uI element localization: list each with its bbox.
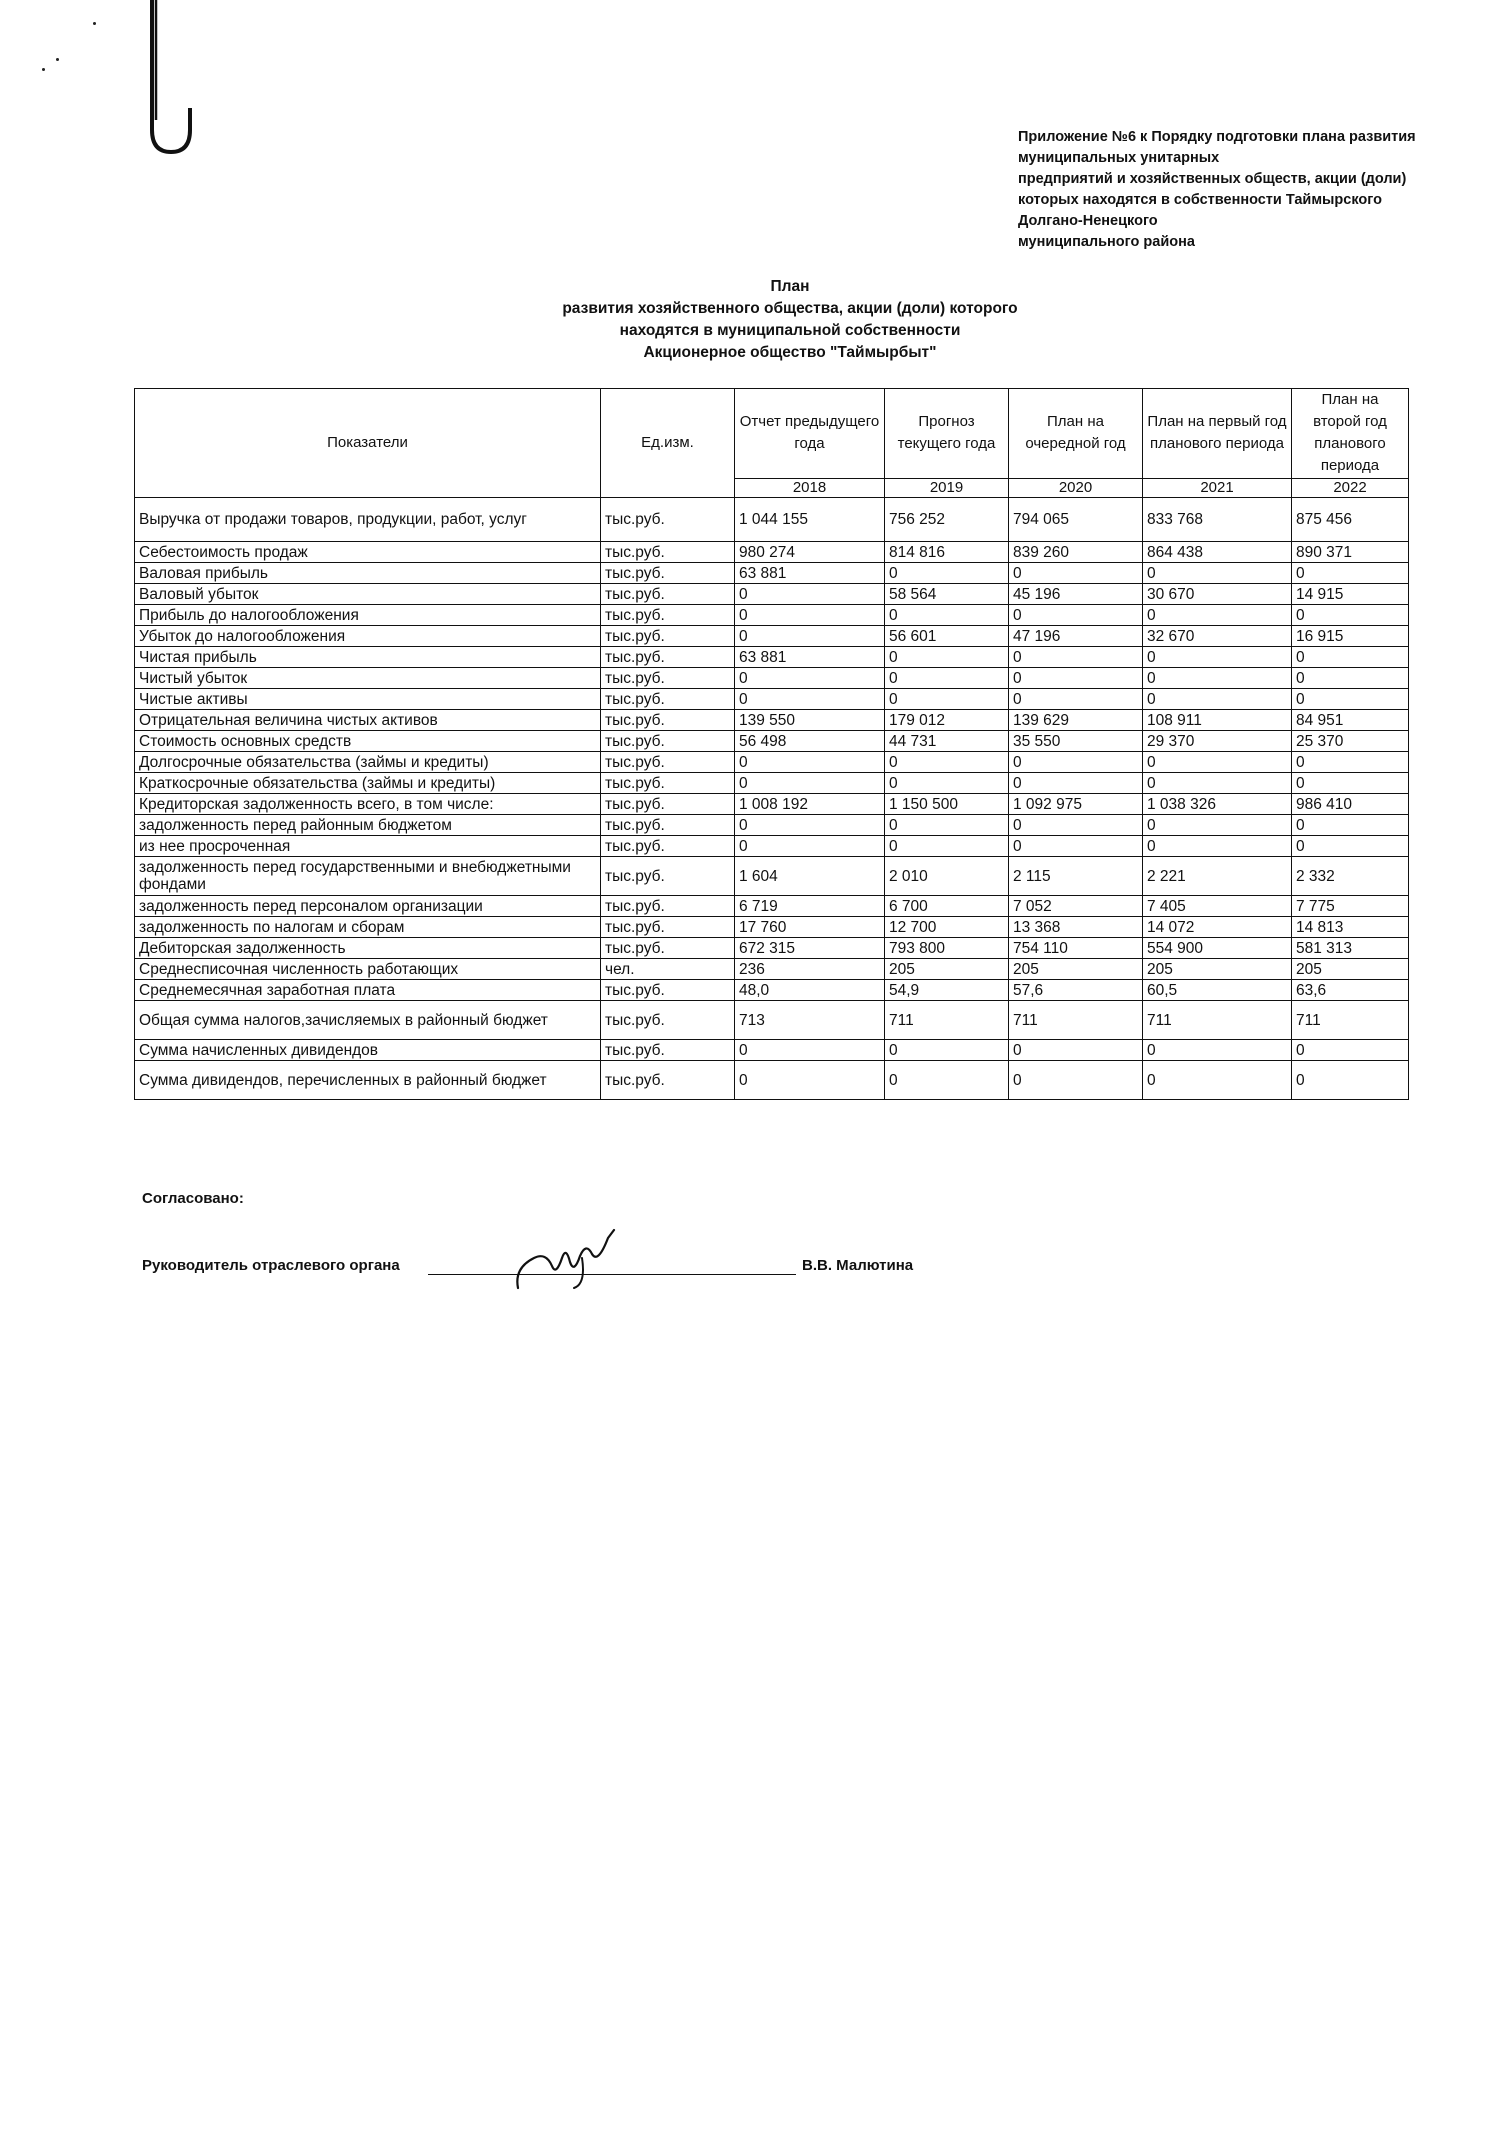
indicator-cell: Дебиторская задолженность [135, 938, 601, 959]
value-cell: 16 915 [1292, 626, 1409, 647]
unit-cell: тыс.руб. [601, 1061, 735, 1100]
value-cell: 63 881 [735, 563, 885, 584]
indicator-cell: Валовый убыток [135, 584, 601, 605]
value-cell: 0 [1143, 605, 1292, 626]
value-cell: 25 370 [1292, 731, 1409, 752]
table-row [135, 815, 1409, 836]
table-row [135, 689, 1409, 710]
unit-cell: тыс.руб. [601, 980, 735, 1001]
value-cell: 980 274 [735, 542, 885, 563]
value-cell: 0 [735, 689, 885, 710]
value-cell: 0 [1292, 668, 1409, 689]
value-cell: 0 [1143, 647, 1292, 668]
table-row [135, 980, 1409, 1001]
table-row [135, 794, 1409, 815]
handwritten-signature [512, 1228, 632, 1300]
value-cell: 711 [1143, 1001, 1292, 1040]
value-cell: 0 [885, 815, 1009, 836]
value-cell: 0 [1009, 836, 1143, 857]
table-row [135, 959, 1409, 980]
value-cell: 45 196 [1009, 584, 1143, 605]
value-cell: 2 221 [1143, 857, 1292, 896]
value-cell: 6 719 [735, 896, 885, 917]
value-cell: 14 915 [1292, 584, 1409, 605]
unit-cell: тыс.руб. [601, 794, 735, 815]
table-row [135, 1001, 1409, 1040]
value-cell: 6 700 [885, 896, 1009, 917]
value-cell: 0 [885, 647, 1009, 668]
value-cell: 139 629 [1009, 710, 1143, 731]
title-line: находятся в муниципальной собственности [619, 322, 961, 339]
table-header-row [135, 389, 1409, 479]
unit-cell: тыс.руб. [601, 896, 735, 917]
year-cell: 2019 [885, 478, 1009, 497]
value-cell: 0 [1143, 836, 1292, 857]
value-cell: 0 [735, 836, 885, 857]
scan-speck [56, 58, 59, 61]
unit-cell: тыс.руб. [601, 584, 735, 605]
value-cell: 32 670 [1143, 626, 1292, 647]
table-row [135, 710, 1409, 731]
value-cell: 1 150 500 [885, 794, 1009, 815]
value-cell: 0 [885, 605, 1009, 626]
table-row [135, 605, 1409, 626]
scan-speck [93, 22, 96, 25]
table-row [135, 896, 1409, 917]
year-cell: 2021 [1143, 478, 1292, 497]
table-row [135, 584, 1409, 605]
value-cell: 0 [1009, 815, 1143, 836]
value-cell: 56 498 [735, 731, 885, 752]
unit-cell: тыс.руб. [601, 542, 735, 563]
value-cell: 0 [1143, 563, 1292, 584]
unit-cell: тыс.руб. [601, 689, 735, 710]
value-cell: 0 [1009, 605, 1143, 626]
value-cell: 0 [1292, 1061, 1409, 1100]
value-cell: 0 [1009, 1040, 1143, 1061]
value-cell: 711 [1009, 1001, 1143, 1040]
value-cell: 0 [1292, 563, 1409, 584]
table-row [135, 1061, 1409, 1100]
value-cell: 754 110 [1009, 938, 1143, 959]
header-col-2020: План на очередной год [1009, 389, 1143, 479]
value-cell: 2 010 [885, 857, 1009, 896]
value-cell: 2 115 [1009, 857, 1143, 896]
value-cell: 0 [1292, 773, 1409, 794]
indicator-cell: задолженность перед районным бюджетом [135, 815, 601, 836]
unit-cell: тыс.руб. [601, 1040, 735, 1061]
value-cell: 554 900 [1143, 938, 1292, 959]
value-cell: 29 370 [1143, 731, 1292, 752]
indicator-cell: Долгосрочные обязательства (займы и кредиты) [135, 752, 601, 773]
value-cell: 0 [1009, 563, 1143, 584]
value-cell: 0 [1292, 647, 1409, 668]
header-col-2022: План на второй год планового периода [1292, 389, 1409, 479]
value-cell: 0 [885, 668, 1009, 689]
signer-name: В.В. Малютина [802, 1257, 914, 1274]
value-cell: 0 [1143, 689, 1292, 710]
appendix-line: Долгано-Ненецкого [1018, 213, 1158, 229]
value-cell: 57,6 [1009, 980, 1143, 1001]
year-cell: 2018 [735, 478, 885, 497]
value-cell: 205 [1009, 959, 1143, 980]
value-cell: 0 [1292, 836, 1409, 857]
value-cell: 0 [1292, 752, 1409, 773]
header-col-2021: План на первый год планового периода [1143, 389, 1292, 479]
value-cell: 0 [735, 815, 885, 836]
unit-cell: тыс.руб. [601, 498, 735, 542]
value-cell: 0 [1143, 668, 1292, 689]
value-cell: 0 [735, 605, 885, 626]
value-cell: 1 038 326 [1143, 794, 1292, 815]
value-cell: 63,6 [1292, 980, 1409, 1001]
indicator-cell: из нее просроченная [135, 836, 601, 857]
value-cell: 864 438 [1143, 542, 1292, 563]
appendix-line: муниципального района [1018, 234, 1195, 250]
value-cell: 30 670 [1143, 584, 1292, 605]
value-cell: 0 [1009, 773, 1143, 794]
value-cell: 0 [885, 1040, 1009, 1061]
value-cell: 1 092 975 [1009, 794, 1143, 815]
title-line: Акционерное общество "Таймырбыт" [643, 344, 937, 361]
unit-cell: тыс.руб. [601, 626, 735, 647]
appendix-line: которых находятся в собственности Таймырского [1018, 192, 1382, 208]
value-cell: 0 [1292, 689, 1409, 710]
table-row [135, 938, 1409, 959]
value-cell: 839 260 [1009, 542, 1143, 563]
indicator-cell: Чистый убыток [135, 668, 601, 689]
value-cell: 1 044 155 [735, 498, 885, 542]
value-cell: 0 [1143, 815, 1292, 836]
indicator-cell: задолженность перед персоналом организации [135, 896, 601, 917]
unit-cell: тыс.руб. [601, 917, 735, 938]
unit-cell: тыс.руб. [601, 668, 735, 689]
indicator-cell: Среднемесячная заработная плата [135, 980, 601, 1001]
value-cell: 0 [1009, 752, 1143, 773]
value-cell: 0 [885, 563, 1009, 584]
value-cell: 0 [1292, 1040, 1409, 1061]
value-cell: 0 [885, 752, 1009, 773]
header-col-2018: Отчет предыдущего года [735, 389, 885, 479]
value-cell: 0 [1292, 815, 1409, 836]
unit-cell: тыс.руб. [601, 938, 735, 959]
table-row [135, 563, 1409, 584]
value-cell: 794 065 [1009, 498, 1143, 542]
value-cell: 793 800 [885, 938, 1009, 959]
unit-cell: тыс.руб. [601, 647, 735, 668]
indicator-cell: Прибыль до налогообложения [135, 605, 601, 626]
indicator-cell: Среднесписочная численность работающих [135, 959, 601, 980]
table-row [135, 626, 1409, 647]
title-line: развития хозяйственного общества, акции (доли) которого [562, 300, 1018, 317]
unit-cell: тыс.руб. [601, 605, 735, 626]
unit-cell: тыс.руб. [601, 1001, 735, 1040]
value-cell: 581 313 [1292, 938, 1409, 959]
appendix-line: муниципальных унитарных [1018, 150, 1220, 166]
indicator-cell: Сумма начисленных дивидендов [135, 1040, 601, 1061]
paperclip-mark [148, 0, 194, 158]
value-cell: 756 252 [885, 498, 1009, 542]
unit-cell: чел. [601, 959, 735, 980]
value-cell: 0 [735, 626, 885, 647]
indicator-cell: Общая сумма налогов,зачисляемых в районный бюджет [135, 1001, 601, 1040]
value-cell: 12 700 [885, 917, 1009, 938]
indicator-cell: Чистая прибыль [135, 647, 601, 668]
table-row [135, 647, 1409, 668]
appendix-line: предприятий и хозяйственных обществ, акции (доли) [1018, 171, 1407, 187]
value-cell: 711 [1292, 1001, 1409, 1040]
table-row [135, 498, 1409, 542]
signer-role: Руководитель отраслевого органа [142, 1257, 400, 1274]
value-cell: 833 768 [1143, 498, 1292, 542]
year-cell: 2022 [1292, 478, 1409, 497]
indicator-cell: Выручка от продажи товаров, продукции, работ, услуг [135, 498, 601, 542]
value-cell: 35 550 [1009, 731, 1143, 752]
value-cell: 0 [1292, 605, 1409, 626]
indicator-cell: Убыток до налогообложения [135, 626, 601, 647]
value-cell: 60,5 [1143, 980, 1292, 1001]
value-cell: 179 012 [885, 710, 1009, 731]
value-cell: 0 [1009, 1061, 1143, 1100]
value-cell: 58 564 [885, 584, 1009, 605]
unit-cell: тыс.руб. [601, 563, 735, 584]
title-line: План [770, 278, 810, 295]
value-cell: 0 [885, 1061, 1009, 1100]
value-cell: 711 [885, 1001, 1009, 1040]
header-col-2019: Прогноз текущего года [885, 389, 1009, 479]
value-cell: 0 [735, 584, 885, 605]
table-row [135, 917, 1409, 938]
header-indicator: Показатели [135, 389, 601, 498]
header-unit: Ед.изм. [601, 389, 735, 498]
value-cell: 0 [735, 773, 885, 794]
value-cell: 44 731 [885, 731, 1009, 752]
value-cell: 17 760 [735, 917, 885, 938]
appendix-line: Приложение №6 к Порядку подготовки плана развития [1018, 129, 1416, 145]
indicator-cell: Стоимость основных средств [135, 731, 601, 752]
value-cell: 7 052 [1009, 896, 1143, 917]
value-cell: 0 [1009, 668, 1143, 689]
indicator-cell: Валовая прибыль [135, 563, 601, 584]
value-cell: 0 [735, 668, 885, 689]
unit-cell: тыс.руб. [601, 857, 735, 896]
document-title [430, 276, 1150, 364]
value-cell: 56 601 [885, 626, 1009, 647]
value-cell: 672 315 [735, 938, 885, 959]
value-cell: 0 [885, 773, 1009, 794]
value-cell: 13 368 [1009, 917, 1143, 938]
indicator-cell: Отрицательная величина чистых активов [135, 710, 601, 731]
value-cell: 0 [1143, 752, 1292, 773]
value-cell: 0 [1009, 647, 1143, 668]
value-cell: 0 [735, 1061, 885, 1100]
indicator-cell: задолженность перед государственными и внебюджетными фондами [135, 857, 601, 896]
table-row [135, 731, 1409, 752]
indicator-cell: Себестоимость продаж [135, 542, 601, 563]
year-cell: 2020 [1009, 478, 1143, 497]
value-cell: 1 604 [735, 857, 885, 896]
unit-cell: тыс.руб. [601, 731, 735, 752]
value-cell: 236 [735, 959, 885, 980]
development-plan-table [134, 388, 1409, 1100]
unit-cell: тыс.руб. [601, 836, 735, 857]
value-cell: 713 [735, 1001, 885, 1040]
value-cell: 108 911 [1143, 710, 1292, 731]
table-row [135, 1040, 1409, 1061]
value-cell: 48,0 [735, 980, 885, 1001]
value-cell: 14 813 [1292, 917, 1409, 938]
indicator-cell: Краткосрочные обязательства (займы и кредиты) [135, 773, 601, 794]
table-row [135, 542, 1409, 563]
value-cell: 205 [1143, 959, 1292, 980]
value-cell: 0 [1009, 689, 1143, 710]
agreed-label: Согласовано: [142, 1190, 244, 1207]
unit-cell: тыс.руб. [601, 773, 735, 794]
value-cell: 0 [885, 689, 1009, 710]
scan-speck [42, 68, 45, 71]
unit-cell: тыс.руб. [601, 752, 735, 773]
value-cell: 0 [735, 752, 885, 773]
value-cell: 814 816 [885, 542, 1009, 563]
value-cell: 890 371 [1292, 542, 1409, 563]
value-cell: 47 196 [1009, 626, 1143, 647]
indicator-cell: Чистые активы [135, 689, 601, 710]
value-cell: 986 410 [1292, 794, 1409, 815]
table-row [135, 857, 1409, 896]
value-cell: 14 072 [1143, 917, 1292, 938]
value-cell: 875 456 [1292, 498, 1409, 542]
value-cell: 2 332 [1292, 857, 1409, 896]
value-cell: 0 [885, 836, 1009, 857]
value-cell: 0 [1143, 1040, 1292, 1061]
value-cell: 1 008 192 [735, 794, 885, 815]
value-cell: 139 550 [735, 710, 885, 731]
value-cell: 84 951 [1292, 710, 1409, 731]
table-row [135, 836, 1409, 857]
indicator-cell: задолженность по налогам и сборам [135, 917, 601, 938]
value-cell: 0 [1143, 1061, 1292, 1100]
value-cell: 205 [1292, 959, 1409, 980]
indicator-cell: Сумма дивидендов, перечисленных в районный бюджет [135, 1061, 601, 1100]
table-row [135, 773, 1409, 794]
table-row [135, 752, 1409, 773]
value-cell: 7 405 [1143, 896, 1292, 917]
indicator-cell: Кредиторская задолженность всего, в том числе: [135, 794, 601, 815]
unit-cell: тыс.руб. [601, 710, 735, 731]
value-cell: 7 775 [1292, 896, 1409, 917]
appendix-note [1018, 127, 1458, 253]
value-cell: 205 [885, 959, 1009, 980]
value-cell: 54,9 [885, 980, 1009, 1001]
unit-cell: тыс.руб. [601, 815, 735, 836]
value-cell: 0 [1143, 773, 1292, 794]
value-cell: 63 881 [735, 647, 885, 668]
value-cell: 0 [735, 1040, 885, 1061]
table-row [135, 668, 1409, 689]
